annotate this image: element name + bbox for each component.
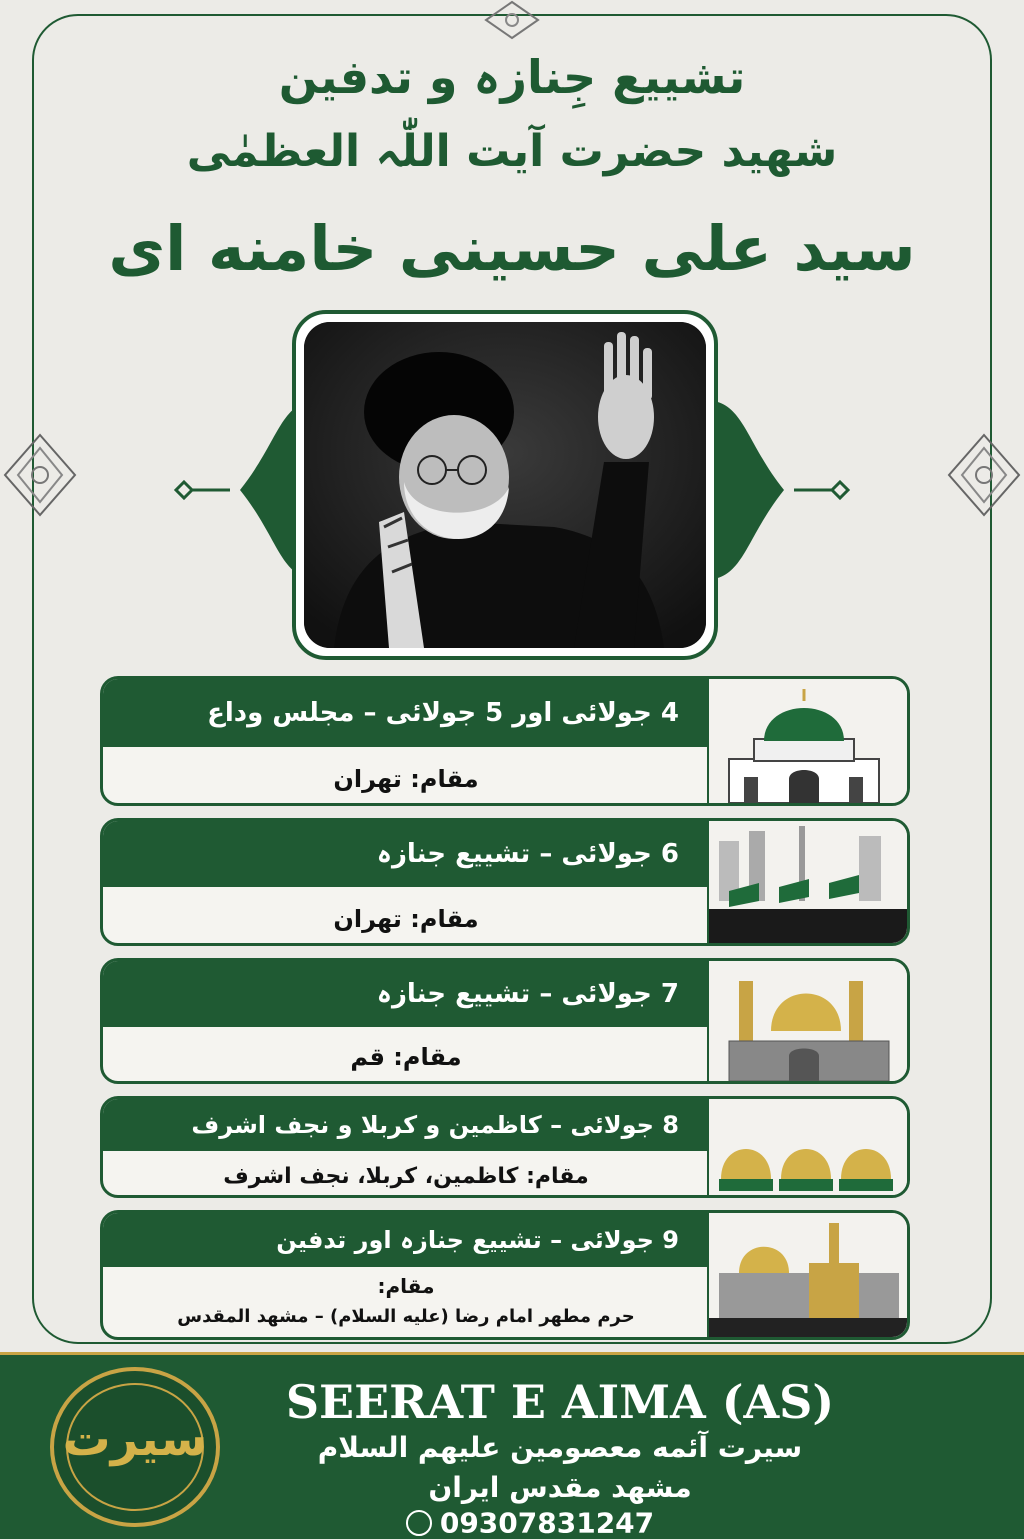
schedule-title: 8 جولائی – کاظمین و کربلا و نجف اشرف bbox=[103, 1099, 709, 1151]
schedule-location: حرم مطهر امام رضا (علیه السلام) – مشهد المقدس bbox=[177, 1306, 635, 1327]
logo bbox=[50, 1367, 220, 1527]
title-line-2: شهید حضرت آیت اللّٰہ العظمٰی bbox=[186, 126, 838, 177]
schedule-title: 9 جولائی – تشییع جنازہ اور تدفین bbox=[103, 1213, 709, 1267]
phone-row[interactable] bbox=[380, 1505, 680, 1539]
crowd-with-flags-icon bbox=[707, 821, 907, 943]
portrait-frame bbox=[292, 310, 718, 660]
top-ornament-icon bbox=[482, 0, 542, 40]
title-name: سید علی حسینی خامنه ای bbox=[108, 212, 916, 285]
schedule-location: مقام: کاظمین، کربلا، نجف اشرف bbox=[223, 1164, 589, 1189]
schedule-item-5 bbox=[100, 1210, 910, 1340]
logo-text: سیرت bbox=[62, 1411, 208, 1467]
mashhad-shrine-crowd-icon bbox=[707, 1213, 907, 1337]
schedule-location: مقام: تهران bbox=[333, 765, 479, 793]
title-line-1: تشییع جِنازہ و تدفین bbox=[278, 50, 746, 104]
green-dome-mosque-icon bbox=[707, 679, 907, 803]
whatsapp-icon bbox=[406, 1510, 432, 1536]
schedule-location: مقام: قم bbox=[350, 1043, 462, 1071]
schedule-location-label: مقام: bbox=[377, 1274, 435, 1298]
schedule-title: 7 جولائی – تشییع جنازہ bbox=[103, 961, 709, 1027]
brand-subtitle: سیرت آئمه معصومین علیهم السلام bbox=[317, 1431, 803, 1464]
three-golden-domes-icon bbox=[707, 1099, 907, 1195]
brand-name: SEERAT E AIMA (AS) bbox=[285, 1375, 835, 1429]
footer bbox=[0, 1352, 1024, 1539]
schedule-title: 6 جولائی – تشییع جنازہ bbox=[103, 821, 709, 887]
portrait-photo bbox=[304, 322, 706, 648]
left-ornament-icon bbox=[0, 430, 80, 520]
golden-dome-shrine-icon bbox=[707, 961, 907, 1081]
schedule-item-1 bbox=[100, 676, 910, 806]
schedule-item-3 bbox=[100, 958, 910, 1084]
brand-city: مشهد مقدس ایران bbox=[428, 1471, 692, 1504]
schedule-item-2 bbox=[100, 818, 910, 946]
phone-number: 09307831247 bbox=[439, 1506, 655, 1540]
schedule-item-4 bbox=[100, 1096, 910, 1198]
right-ornament-icon bbox=[944, 430, 1024, 520]
schedule-location: مقام: تهران bbox=[333, 905, 479, 933]
schedule-title: 4 جولائی اور 5 جولائی – مجلس وداع bbox=[103, 679, 709, 747]
